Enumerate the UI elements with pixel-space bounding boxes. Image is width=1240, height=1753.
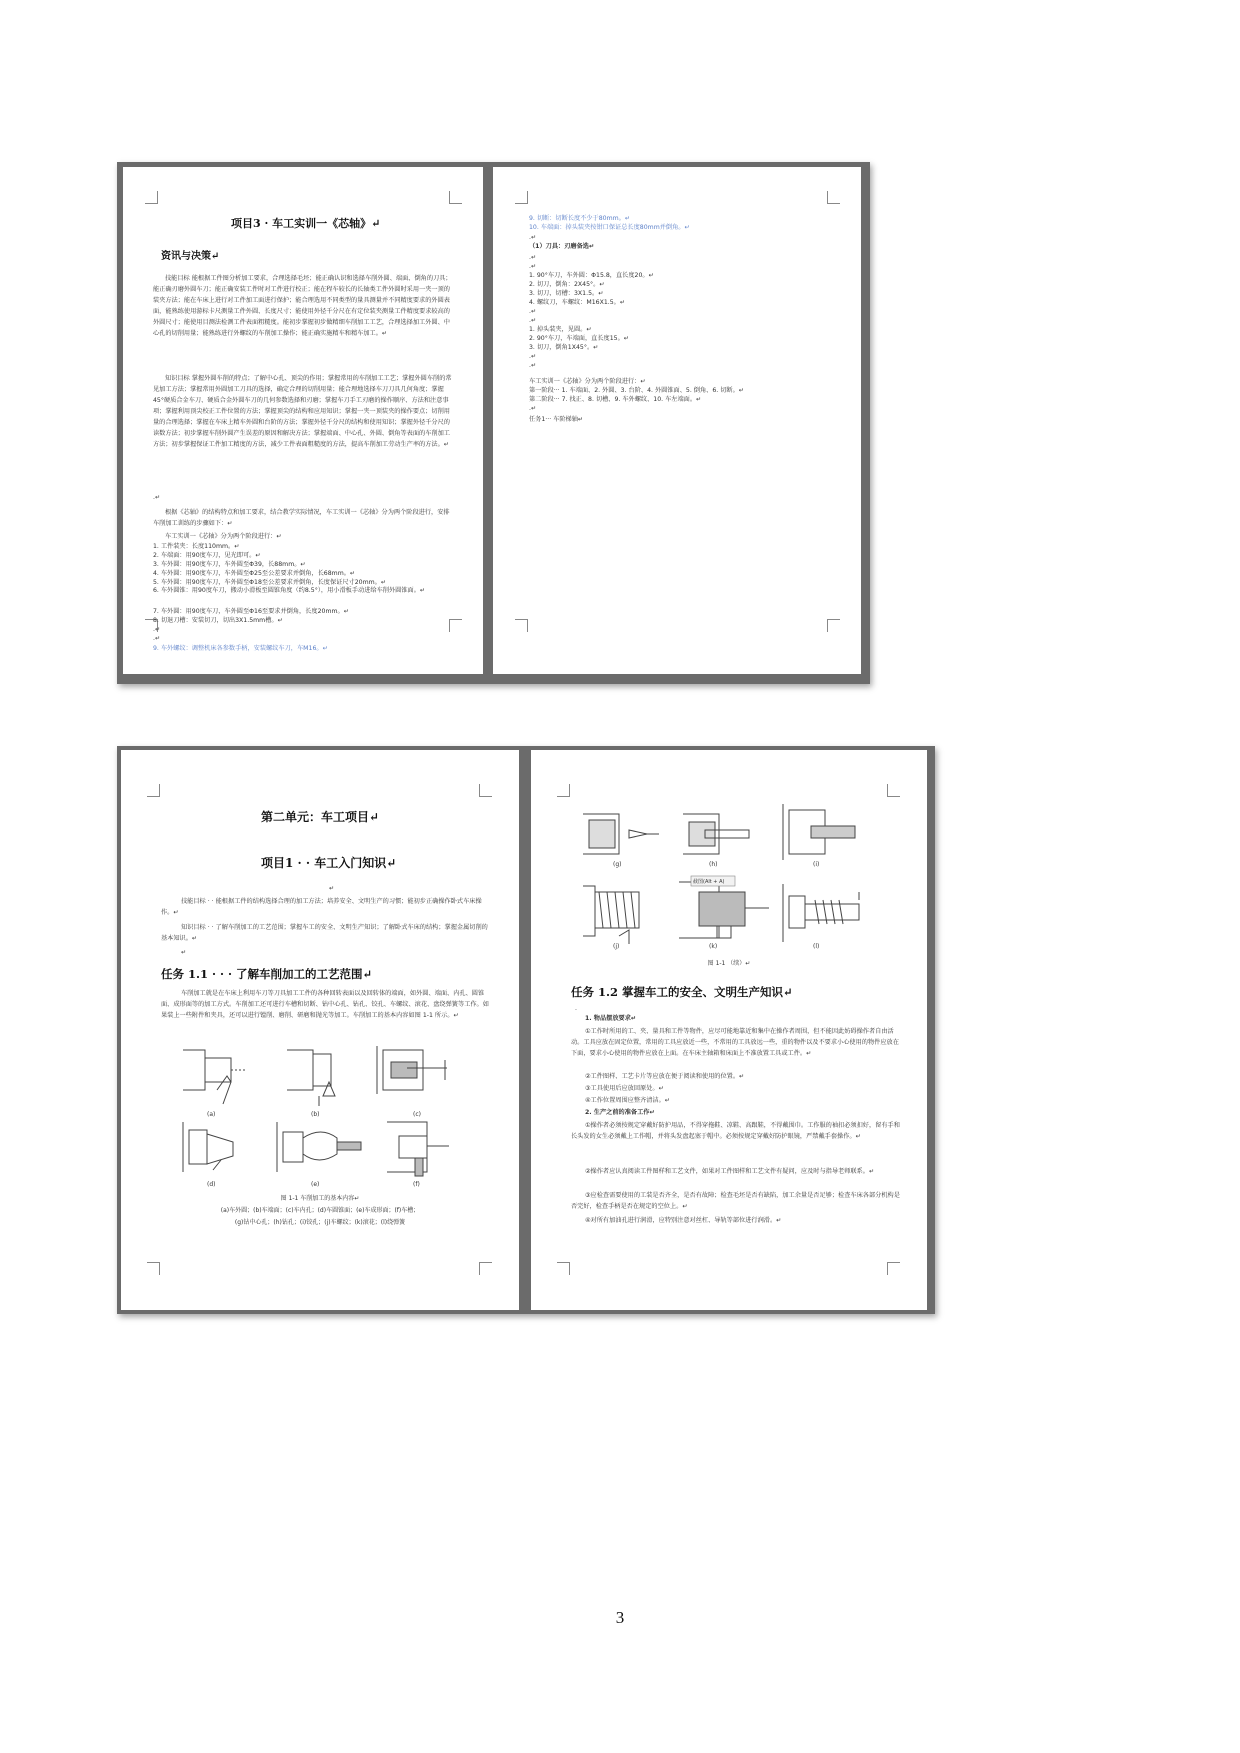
figure-i [783,804,855,860]
project-title: 项目3 · 车工实训一《芯轴》↵ [231,217,381,230]
turning-figure-continued [579,800,879,950]
figure-label: (c) [413,1111,421,1118]
figure-g [583,814,659,854]
tool-heading: （1）刀具：刃磨备选↵ [529,243,595,250]
list-item: 7. 车外圆：用90度车刀，车外圆至Φ16至要求并倒角，长度20mm。↵ [153,608,349,615]
figure-label: (i) [813,861,820,868]
figure-label: (l) [813,943,820,950]
unit-title: 第二单元：车工项目↵ [261,810,380,824]
safety-paragraph: ①工作时所用的工、夹、量具和工件等物件，应尽可能地靠近和集中在操作者周围，但不能因此妨碍操作者自由活动。工具应放在固定位置，常用的工具应放近一些，不常用的工具放远一些，重的物件以及不要求小心使用的物件应放在下面，要求小心使用的物件应放在上面。在车床主轴箱和床面上不准放置工具或工件。↵ [571,1028,899,1057]
top-screenshot [117,162,870,684]
bottom-screenshot [117,746,935,1314]
figure-label: (d) [207,1181,216,1188]
safety-paragraph: ②操作者应认真阅读工件图样和工艺文件，如果对工件图样和工艺文件有疑问，应及时与指导老师联系。↵ [585,1168,875,1175]
list-item: 6. 车外圆锥：用90度车刀，搬动小滑板至圆锥角度（约8.5°），用小滑板手动进给车削外圆锥面。↵ [153,587,426,594]
figure-label: (f) [413,1181,420,1188]
list-item: ②工件图样、工艺卡片等应放在便于阅读和使用的位置。↵ [585,1073,745,1080]
skill-goal: 技能目标 · · 能根据工件的结构选择合理的加工方法；培养安全、文明生产的习惯；能初步正确操作卧式车床操作。↵ [161,898,482,916]
list-item: 4. 螺纹刀，车螺纹：M16X1.5。↵ [529,299,626,306]
blue-step: 9. 车外螺纹：调整机床各参数手柄，安装螺纹车刀，车M16。↵ [153,645,328,652]
stage-intro: 车工实训一《芯轴》分为两个阶段进行：↵ [165,533,282,540]
figure-k [679,882,769,938]
figure-d [183,1122,233,1172]
list-item: 5. 车外圆：用90度车刀，车外圆至Φ18至公差要求并倒角，长度保证尺寸20mm。↵ [153,579,387,586]
arrangement-paragraph: 根据《芯轴》的结构特点和加工要求，结合教学实际情况，车工实训一《芯轴》分为两个阶段进行，安排车削加工训练的步骤如下：↵ [153,509,450,527]
figure-caption: 图 1-1 （续）↵ [707,960,751,967]
knowledge-goal: 知识目标 · · 了解车削加工的工艺范围；掌握车工的安全、文明生产知识；了解卧式车床的结构；掌握金属切削的基本知识。↵ [161,924,488,942]
figure-caption: 图 1-1 车削加工的基本内容↵ [280,1195,360,1202]
project-title: 项目1 · · 车工入门知识↵ [261,856,397,870]
figure-label: (b) [311,1111,320,1118]
screenshot-tooltip: 截图(Alt + A) [693,879,725,885]
task-title: 任务 1.1 · · · 了解车削加工的工艺范围↵ [161,967,373,981]
list-item: 2. 90°车刀，车端面，直长度15。↵ [529,335,629,342]
figure-label: (a) [207,1111,216,1118]
figure-l [783,884,859,942]
list-item: ④工作位置周围应整齐清洁。↵ [585,1097,670,1104]
stage-one: 第一阶段··· 1. 车端面、2. 外圆、3. 台阶、4. 外圆锥面、5. 倒角、6. 切断。↵ [529,387,744,394]
figure-b [287,1050,335,1106]
list-item: 3. 切刀，倒角1X45°。↵ [529,344,599,351]
figure-label: (h) [709,861,718,868]
figure-legend-1: (a)车外圆；(b)车端面；(c)车内孔；(d)车圆锥面；(e)车成形面；(f)车槽； [220,1207,420,1214]
list-item: 1. 掉头装夹，见圆。↵ [529,326,592,333]
list-item: ③工具使用后应放回原处。↵ [585,1085,664,1092]
top-right-page: 9. 切断：切断长度不少于80mm。↵ 10. 车端面：掉头装夹按钳口保证总长度80mm并倒角。↵ .↵ （1）刀具：刃磨备选↵ .↵ .↵ 1. 90°车刀，车外圆：Φ15.8，直长度20。↵ 2. 切刀，倒角：2X45°。↵ 3. 切刀，切槽：3X1.5。↵ 4. 螺纹刀，车螺纹：M16X1.5。↵ .↵ .↵ 1. 掉头装夹，见圆。↵ 2. 90°车刀，车端面，直长度15。↵ 3. 切刀，倒角1X45°。↵ .↵ .↵ 车工实训一《芯轴》分为两个阶段进行：↵ 第一阶段··· 1. 车端面、2. 外圆、3. 台阶、4. 外圆锥面、5. 倒角、6. 切断。↵ 第二阶段··· 7. 找正、8. 切槽、9. 车外螺纹、10. 车左端面。↵ .↵ 任务1··· 车阶梯轴↵ [493,167,861,674]
list-item: 1. 90°车刀，车外圆：Φ15.8，直长度20。↵ [529,272,654,279]
safety-paragraph: ③应检查需要使用的工装是否齐全，是否有故障；检查毛坯是否有缺陷，加工余量是否足够；检查车床各部分机构是否完好，检查手柄是否在规定的空位上。↵ [571,1192,900,1210]
list-item: 3. 车外圆：用90度车刀，车外圆至Φ39，长88mm。↵ [153,561,306,568]
figure-label: (j) [613,943,620,950]
list-item: 2. 切刀，倒角：2X45°。↵ [529,281,605,288]
section-heading: 资讯与决策↵ [161,251,220,262]
list-item: ④对所有加油孔进行润滑，应特别注意对丝杠、导轨等部位进行润滑。↵ [585,1217,782,1224]
figure-j [583,886,639,944]
list-item: 8. 切退刀槽：安装切刀，切出3X1.5mm槽。↵ [153,617,283,624]
skill-goal-paragraph: 技能目标 能根据工件图分析加工要求，合理选择毛坯；能正确认识和选择车削外圆、端面、倒角的刀具；能正确刃磨外圆车刀；能正确安装工件时对工件进行校正；能在程车较长的长轴类工件外圆时采用一夹一顶的装夹方法；能在车床上进行对工件加工面进行保护；能合理选用不同类型的量具测量并不同精度要求的外圆表面，能熟练使用游标卡尺测量工件外圆、长度尺寸；能使用外径千分尺在有定位装夹测量工件精度要求较高的外圆尺寸；能使用目测法检测工件表面粗糙度。能初步掌握初步做精细车削加工工艺，合理选择加工外圆、中心孔的切削用量；能熟练进行外螺纹的车削加工操作；能正确实施精车和精车加工。↵ [153,275,452,337]
stage-title: 车工实训一《芯轴》分为两个阶段进行：↵ [529,378,646,385]
page-number: 3 [615,1608,625,1627]
task-title: 任务 1.2 掌握车工的安全、文明生产知识↵ [571,985,793,999]
figure-a [183,1050,245,1104]
figure-f [387,1122,449,1176]
knowledge-goal-paragraph: 知识目标 掌握外圆车削的特点；了解中心孔、顶尖的作用；掌握常用的车削加工工艺；掌握外圆车削的常见加工方法；掌握常用外圆加工刀具的选择，确定合理的切削用量；能合理地选择车刀刀具几何角度；掌握45°硬质合金车刀、硬质合金外圆车刀的几何参数选择和刃磨；掌握车刀手工刃磨的操作顺序、方法和注意事项；掌握利用顶尖校正工件位置的方法；掌握顶尖的结构和应用知识；掌握一夹一顶装夹的操作要点；切削用量的合理选择；掌握在车床上精车外圆和台阶的方法；掌握外径千分尺的结构和使用知识；掌握外径千分尺的读数方法；初步掌握车削外圆产生误差的原因和解决方法；掌握端面、中心孔、外圆、倒角等表面的车削加工方法；初步掌握保证工件加工精度的方法，减少工件表面粗糙度的方法，提高车削加工劳动生产率的方法。↵ [153,375,452,448]
turning-intro-paragraph: 车削加工就是在车床上利用车刀等刀具加工工件的各种回转表面以及回转体的端面，如外圆、端面、内孔、圆锥面、成形面等的加工方式。车削加工还可进行车槽和切断、钻中心孔、钻孔、铰孔、车螺纹、滚花、盘绕弹簧等工作。如果装上一些附件和夹具，还可以进行镗削、磨削、研磨和抛光等加工。车削加工的基本内容如图 1-1 所示。↵ [161,990,489,1019]
list-item: 1. 工件装夹：长度110mm。↵ [153,543,240,550]
figure-c [377,1046,447,1094]
subheading: 2. 生产之前的准备工作↵ [585,1109,655,1116]
figure-e [277,1122,361,1172]
blue-line-1: 9. 切断：切断长度不少于80mm。↵ [529,215,631,222]
turning-figure [177,1040,457,1190]
bottom-left-page: 第二单元：车工项目↵ 项目1 · · 车工入门知识↵ ↵ 技能目标 · · 能根据工件的结构选择合理的加工方法；培养安全、文明生产的习惯；能初步正确操作卧式车床操作。↵ 知识目标 · · 了解车削加工的工艺范围；掌握车工的安全、文明生产知识；了解卧式车床的结构；掌握金属切削的基本知识。↵ ↵ 任务 1.1 · · · 了解车削加工的工艺范围↵ 车削加工就是在车床上利用车刀等刀具加工工件的各种回转表面以及回转体的端面，如外圆、端面、内孔、圆锥面、成形面等的加工方式。车削加工还可进行车槽和切断、钻中心孔、钻孔、铰孔、车螺纹、滚花、盘绕弹簧等工作。如果装上一些附件和夹具，还可以进行镗削、磨削、研磨和抛光等加工。车削加工的基本内容如图 1-1 所示。↵ (a) (b) (c) (d) (e) (f) 图 1-1 车削加工的基本内容↵ (a)车外圆；(b)车端面；(c)车内孔；(d)车圆锥面；(e)车成形面；(f)车槽； (g)钻中心孔；(h)钻孔；(i)铰孔；(j)车螺纹；(k)滚花；(l)绕弹簧 [121,750,519,1310]
figure-label: (e) [311,1181,320,1188]
list-item: 2. 车端面：用90度车刀，见光即可。↵ [153,552,261,559]
top-left-page: 项目3 · 车工实训一《芯轴》↵ 资讯与决策↵ 技能目标 能根据工件图分析加工要求，合理选择毛坯；能正确认识和选择车削外圆、端面、倒角的刀具；能正确刃磨外圆车刀；能正确安装工件时对工件进行校正；能在程车较长的长轴类工件外圆时采用一夹一顶的装夹方法；能在车床上进行对工件加工面进行保护；能合理选用不同类型的量具测量并不同精度要求的外圆表面，能熟练使用游标卡尺测量工件外圆、长度尺寸；能使用外径千分尺在有定位装夹测量工件精度要求较高的外圆尺寸；能使用目测法检测工件表面粗糙度。能初步掌握初步做精细车削加工工艺，合理选择加工外圆、中心孔的切削用量；能熟练进行外螺纹的车削加工操作；能正确实施精车和精车加工。↵ 知识目标 掌握外圆车削的特点；了解中心孔、顶尖的作用；掌握常用的车削加工工艺；掌握外圆车削的常见加工方法；掌握常用外圆加工刀具的选择，确定合理的切削用量；能合理地选择车刀刀具几何角度；掌握45°硬质合金车刀、硬质合金外圆车刀的几何参数选择和刃磨；掌握车刀手工刃磨的操作顺序、方法和注意事项；掌握利用顶尖校正工件位置的方法；掌握顶尖的结构和应用知识；掌握一夹一顶装夹的操作要点；切削用量的合理选择；掌握在车床上精车外圆和台阶的方法；掌握外径千分尺的结构和使用知识；掌握外径千分尺的读数方法；初步掌握车削外圆产生误差的原因和解决方法；掌握端面、中心孔、外圆、倒角等表面的车削加工方法；初步掌握保证工件加工精度的方法，减少工件表面粗糙度的方法，提高车削加工劳动生产率的方法。↵ .↵ 根据《芯轴》的结构特点和加工要求，结合教学实际情况，车工实训一《芯轴》分为两个阶段进行，安排车削加工训练的步骤如下：↵ 车工实训一《芯轴》分为两个阶段进行：↵ 1. 工件装夹：长度110mm。↵ 2. 车端面：用90度车刀，见光即可。↵ 3. 车外圆：用90度车刀，车外圆至Φ39，长88mm。↵ 4. 车外圆：用90度车刀，车外圆至Φ25至公差要求并倒角，长68mm。↵ 5. 车外圆：用90度车刀，车外圆至Φ18至公差要求并倒角，长度保证尺寸20mm。↵ 6. 车外圆锥：用90度车刀，搬动小滑板至圆锥角度（约8.5°），用小滑板手动进给车削外圆锥面。↵ 7. 车外圆：用90度车刀，车外圆至Φ16至要求并倒角，长度20mm。↵ 8. 切退刀槽：安装切刀，切出3X1.5mm槽。↵ .↵ .↵ 9. 车外螺纹：调整机床各参数手柄，安装螺纹车刀，车M16。↵ [123,167,483,674]
safety-paragraph: ①操作者必须按规定穿戴好防护用品，不得穿拖鞋、凉鞋、高跟鞋，不得戴围巾。工作服的袖扣必须扣好，留有手和长头发的女生必须戴上工作帽，并将头发盘起塞于帽中。必须按规定穿戴好防护眼镜，严禁戴手套操作。↵ [571,1122,900,1140]
bottom-right-page: 截图(Alt + A) (g) (h) (i) (j) (k) (l) 图 1-1 （续）↵ 任务 1.2 掌握车工的安全、文明生产知识↵ . 1. 物品摆放要求↵ ①工作时所用的工、夹、量具和工件等物件，应尽可能地靠近和集中在操作者周围，但不能因此妨碍操作者自由活动。工具应放在固定位置，常用的工具应放近一些，不常用的工具放远一些，重的物件以及不要求小心使用的物件应放在下面，要求小心使用的物件应放在上面。在车床主轴箱和床面上不准放置工具或工件。↵ ②工件图样、工艺卡片等应放在便于阅读和使用的位置。↵ ③工具使用后应放回原处。↵ ④工作位置周围应整齐清洁。↵ 2. 生产之前的准备工作↵ ①操作者必须按规定穿戴好防护用品，不得穿拖鞋、凉鞋、高跟鞋，不得戴围巾。工作服的袖扣必须扣好，留有手和长头发的女生必须戴上工作帽，并将头发盘起塞于帽中。必须按规定穿戴好防护眼镜，严禁戴手套操作。↵ ②操作者应认真阅读工件图样和工艺文件，如果对工件图样和工艺文件有疑问，应及时与指导老师联系。↵ ③应检查需要使用的工装是否齐全，是否有故障；检查毛坯是否有缺陷，加工余量是否足够；检查车床各部分机构是否完好，检查手柄是否在规定的空位上。↵ ④对所有加油孔进行润滑，应特别注意对丝杠、导轨等部位进行润滑。↵ [531,750,927,1310]
figure-label: (g) [613,861,622,868]
blue-line-2: 10. 车端面：掉头装夹按钳口保证总长度80mm并倒角。↵ [529,224,690,231]
figure-h [683,814,749,854]
task-line: 任务1··· 车阶梯轴↵ [529,416,584,423]
stage-two: 第二阶段··· 7. 找正、8. 切槽、9. 车外螺纹、10. 车左端面。↵ [529,396,702,403]
figure-label: (k) [709,943,718,950]
subheading: 1. 物品摆放要求↵ [585,1015,637,1022]
figure-legend-2: (g)钻中心孔；(h)钻孔；(i)铰孔；(j)车螺纹；(k)滚花；(l)绕弹簧 [234,1219,406,1226]
list-item: 4. 车外圆：用90度车刀，车外圆至Φ25至公差要求并倒角，长68mm。↵ [153,570,356,577]
list-item: 3. 切刀，切槽：3X1.5。↵ [529,290,604,297]
